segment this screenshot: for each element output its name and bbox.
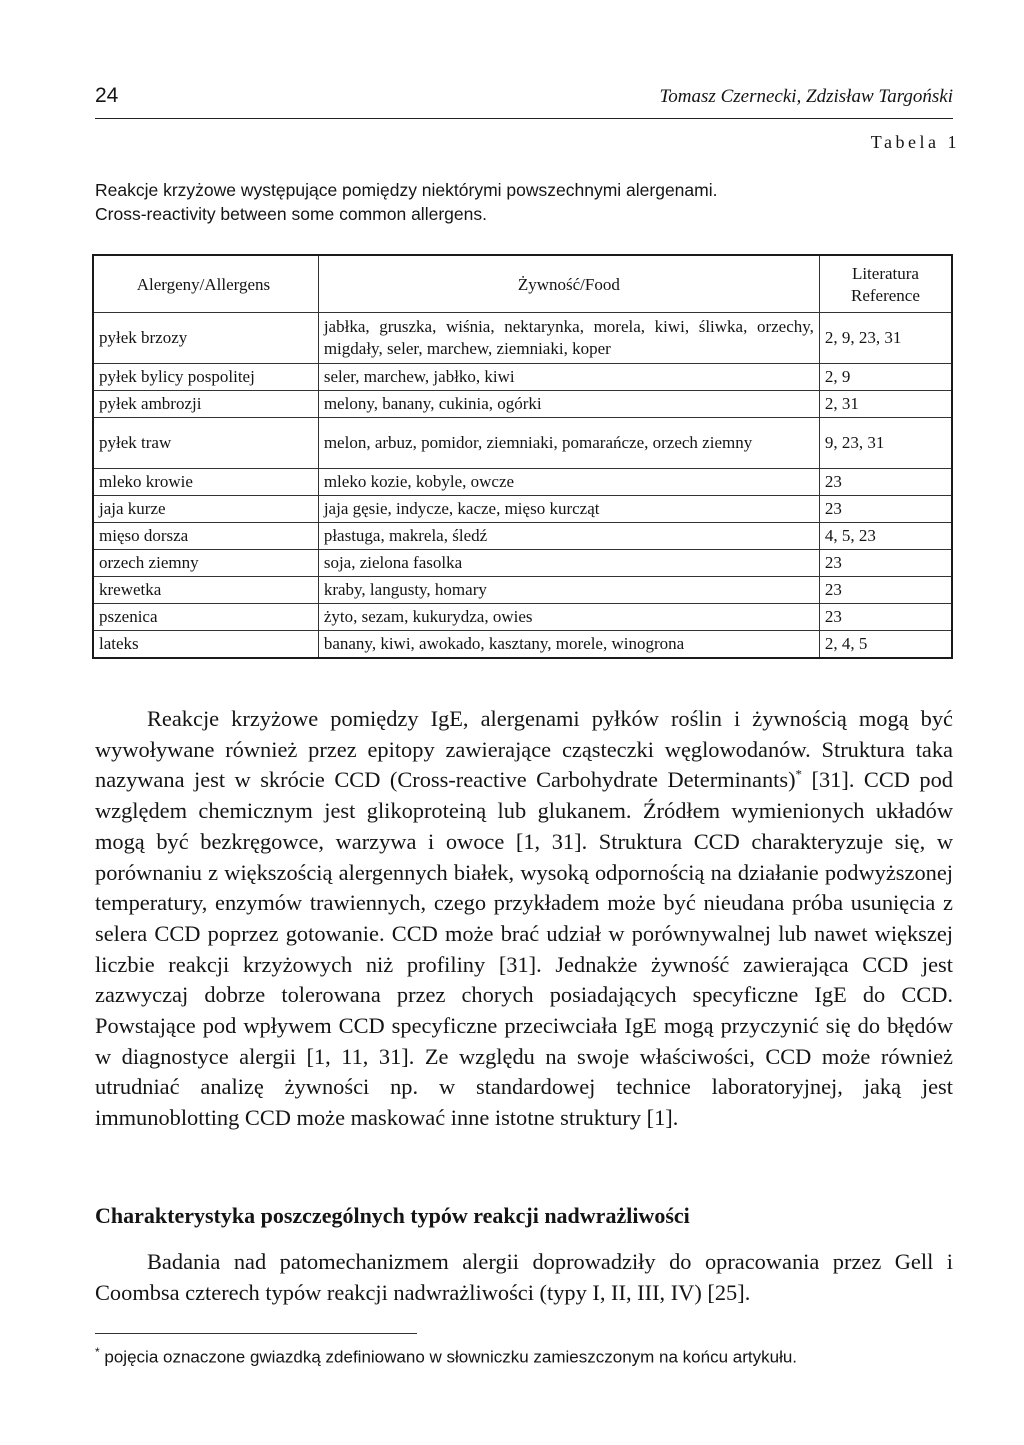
header-food: Żywność/Food <box>318 255 819 313</box>
table-row <box>93 391 952 418</box>
header-reference-line1: Literatura <box>851 263 919 283</box>
allergen-cell: orzech ziemny <box>93 550 318 577</box>
allergen-cell: mięso dorsza <box>93 523 318 550</box>
allergen-cell: pszenica <box>93 604 318 631</box>
reference-cell: 23 <box>819 469 952 496</box>
reference-cell: 2, 9, 23, 31 <box>819 313 952 364</box>
page-number: 24 <box>95 84 119 107</box>
table-row <box>93 550 952 577</box>
allergen-cell: pyłek brzozy <box>93 313 318 364</box>
paragraph1-part2: [31]. CCD pod względem chemicznym jest glikoproteiną lub glukanem. Źródłem wymienionych układów mogą być bezkręgowce, warzywa i owoce [1, 31]. Struktura CCD charakteryzuje się, w porównaniu z większością alergennych białek, wysoką odpornością na działanie podwyższonej temperatury, enzymów trawiennych, czego przykładem może być nieudana próba usunięcia z selera CCD poprzez gotowanie. CCD może brać udział w porównywalnej lub nawet większej liczbie reakcji krzyżowych niż profiliny [31]. Jednakże żywność zawierająca CCD jest zazwyczaj dobrze tolerowana przez chorych posiadających specyficzne IgE do CCD. Powstające pod wpływem CCD specyficzne przeciwciała IgE mogą przyczynić się do błędów w diagnostyce alergii [1, 11, 31]. Ze względu na swoje właściwości, CCD może również utrudniać analizę żywności np. w standardowej technice laboratoryjnej, jaką jest immunoblotting CCD może maskować inne istotne struktury [1]. <box>95 767 953 1131</box>
food-cell: żyto, sezam, kukurydza, owies <box>318 604 819 631</box>
allergen-cell: pyłek bylicy pospolitej <box>93 364 318 391</box>
table-row <box>93 523 952 550</box>
section-heading: Charakterystyka poszczególnych typów reakcji nadwrażliwości <box>95 1203 690 1228</box>
reference-cell: 23 <box>819 604 952 631</box>
header-reference <box>819 255 952 313</box>
food-cell: seler, marchew, jabłko, kiwi <box>318 364 819 391</box>
allergen-cell: lateks <box>93 631 318 659</box>
footnote-asterisk: * <box>795 766 803 782</box>
header-reference-line2: Reference <box>851 285 920 305</box>
table-caption <box>95 178 717 226</box>
food-cell: jaja gęsie, indycze, kacze, mięso kurcząt <box>318 496 819 523</box>
reference-cell: 9, 23, 31 <box>819 418 952 469</box>
footnote-text: pojęcia oznaczone gwiazdką zdefiniowano w słowniczku zamieszczonym na końcu artykułu. <box>99 1347 798 1367</box>
caption-english: Cross-reactivity between some common allergens. <box>95 204 487 224</box>
food-cell: kraby, langusty, homary <box>318 577 819 604</box>
allergen-cell: pyłek traw <box>93 418 318 469</box>
food-cell: melony, banany, cukinia, ogórki <box>318 391 819 418</box>
food-cell: soja, zielona fasolka <box>318 550 819 577</box>
table-header-row <box>93 255 952 313</box>
table-row <box>93 604 952 631</box>
page-header <box>95 84 953 119</box>
reference-cell: 23 <box>819 496 952 523</box>
reference-cell: 2, 31 <box>819 391 952 418</box>
paragraph2-text: Badania nad patomechanizmem alergii doprowadziły do opracowania przez Gell i Coombsa czterech typów reakcji nadwrażliwości (typy I, II, III, IV) [25]. <box>95 1249 953 1305</box>
table-row <box>93 577 952 604</box>
reference-cell: 23 <box>819 577 952 604</box>
table-row <box>93 418 952 469</box>
footnote-divider <box>95 1333 417 1334</box>
allergen-cell: krewetka <box>93 577 318 604</box>
table-row <box>93 496 952 523</box>
header-allergens: Alergeny/Allergens <box>93 255 318 313</box>
reference-cell: 2, 4, 5 <box>819 631 952 659</box>
table-row <box>93 313 952 364</box>
paragraph1-part1: Reakcje krzyżowe pomiędzy IgE, alergenami pyłków roślin i żywnością mogą być wywoływane również przez epitopy zawierające cząsteczki węglowodanów. Struktura taka nazywana jest w skrócie CCD (Cross-reactive Carbohydrate Determinants) <box>95 706 953 793</box>
running-head-authors: Tomasz Czernecki, Zdzisław Targoński <box>659 86 953 107</box>
caption-polish: Reakcje krzyżowe występujące pomiędzy niektórymi powszechnymi alergenami. <box>95 180 718 200</box>
reference-cell: 23 <box>819 550 952 577</box>
table-row <box>93 364 952 391</box>
footnote <box>95 1345 797 1368</box>
food-cell: płastuga, makrela, śledź <box>318 523 819 550</box>
cross-reactivity-table <box>92 254 953 659</box>
body-paragraph-gell-coombs <box>95 1247 953 1308</box>
allergen-cell: mleko krowie <box>93 469 318 496</box>
allergen-cell: pyłek ambrozji <box>93 391 318 418</box>
food-cell: jabłka, gruszka, wiśnia, nektarynka, morela, kiwi, śliwka, orzechy, migdały, seler, marchew, ziemniaki, koper <box>318 313 819 364</box>
table-label: Tabela 1 <box>870 132 960 152</box>
reference-cell: 2, 9 <box>819 364 952 391</box>
food-cell: melon, arbuz, pomidor, ziemniaki, pomarańcze, orzech ziemny <box>318 418 819 469</box>
footnote-marker: * <box>95 1345 100 1359</box>
body-paragraph-ccd <box>95 704 953 1134</box>
table-row <box>93 469 952 496</box>
food-cell: banany, kiwi, awokado, kasztany, morele, winogrona <box>318 631 819 659</box>
allergen-cell: jaja kurze <box>93 496 318 523</box>
food-cell: mleko kozie, kobyle, owcze <box>318 469 819 496</box>
table-row <box>93 631 952 659</box>
reference-cell: 4, 5, 23 <box>819 523 952 550</box>
